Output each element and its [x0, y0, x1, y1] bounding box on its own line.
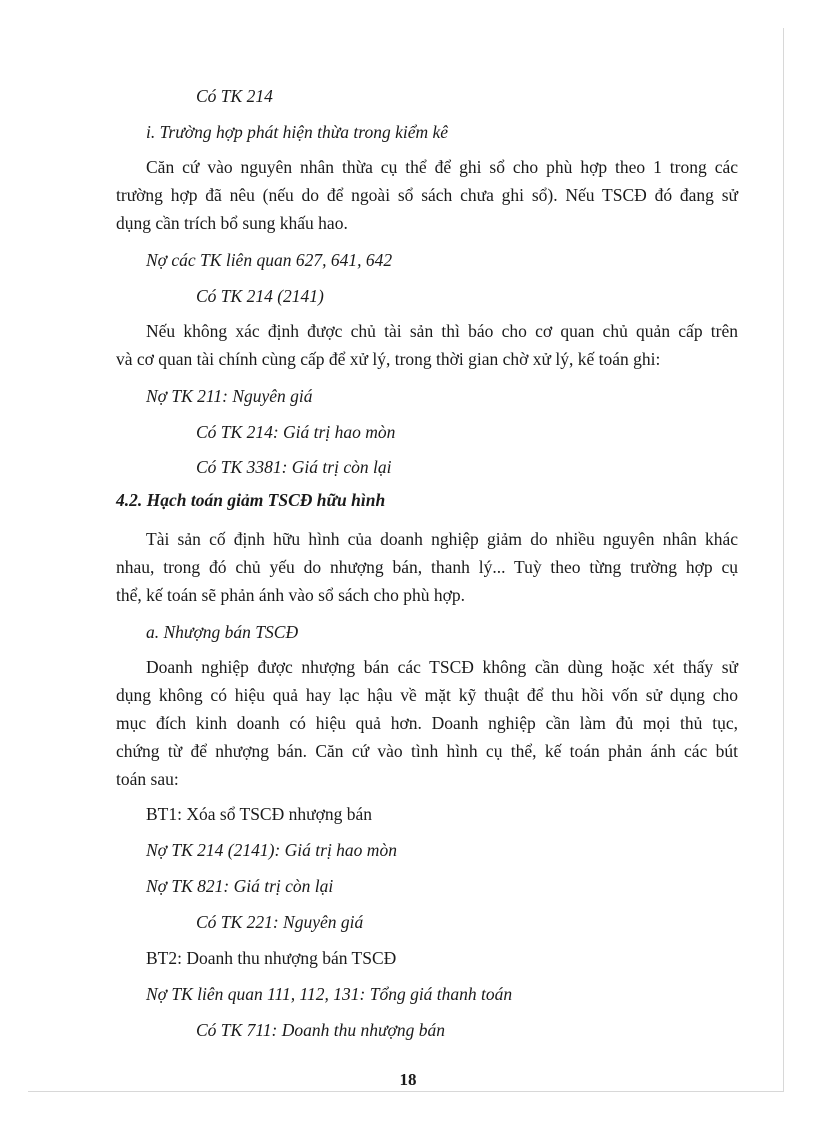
entry-credit: Có TK 214: Giá trị hao mòn — [196, 422, 396, 442]
entry-credit: Có TK 3381: Giá trị còn lại — [196, 457, 392, 477]
paragraph-line: dụng không có hiệu quả hay lạc hậu về mặt kỹ thuật để thu hồi vốn sử dụng cho — [116, 685, 738, 705]
entry-label-bt1: BT1: Xóa sổ TSCĐ nhượng bán — [146, 804, 372, 824]
page-number: 18 — [399, 1070, 417, 1089]
entry-debit: Nợ TK 821: Giá trị còn lại — [146, 876, 334, 896]
paragraph-line: nhau, trong đó chủ yếu do nhượng bán, thanh lý... Tuỳ theo từng trường hợp cụ — [116, 557, 738, 577]
entry-debit: Nợ các TK liên quan 627, 641, 642 — [146, 250, 393, 270]
subsection-title-a: a. Nhượng bán TSCĐ — [146, 622, 299, 642]
paragraph-line: trường hợp đã nêu (nếu do để ngoài sổ sách chưa ghi sổ). Nếu TSCĐ đó đang sử — [116, 185, 738, 205]
paragraph-line: thể, kế toán sẽ phản ánh vào sổ sách cho phù hợp. — [116, 585, 465, 605]
entry-debit: Nợ TK 211: Nguyên giá — [146, 386, 313, 406]
paragraph-line: Căn cứ vào nguyên nhân thừa cụ thể để ghi sổ cho phù hợp theo 1 trong các — [146, 157, 738, 177]
paragraph-line: Doanh nghiệp được nhượng bán các TSCĐ không cần dùng hoặc xét thấy sử — [146, 657, 738, 677]
entry-credit: Có TK 711: Doanh thu nhượng bán — [196, 1020, 445, 1040]
entry-credit-214: Có TK 214 — [196, 86, 273, 106]
paragraph-line: dụng cần trích bổ sung khấu hao. — [116, 213, 348, 233]
paragraph-line: Nếu không xác định được chủ tài sản thì báo cho cơ quan chủ quản cấp trên — [146, 321, 738, 341]
subsection-title-i: i. Trường hợp phát hiện thừa trong kiểm kê — [146, 122, 449, 142]
paragraph-line: mục đích kinh doanh có hiệu quả hơn. Doanh nghiệp cần làm đủ mọi thủ tục, — [116, 713, 738, 733]
section-heading: 4.2. Hạch toán giảm TSCĐ hữu hình — [116, 490, 386, 510]
entry-credit: Có TK 221: Nguyên giá — [196, 912, 364, 932]
paragraph-line: và cơ quan tài chính cùng cấp để xử lý, trong thời gian chờ xử lý, kế toán ghi: — [116, 349, 661, 369]
entry-debit: Nợ TK 214 (2141): Giá trị hao mòn — [146, 840, 397, 860]
entry-label-bt2: BT2: Doanh thu nhượng bán TSCĐ — [146, 948, 397, 968]
paragraph-line: chứng từ để nhượng bán. Căn cứ vào tình hình cụ thể, kế toán phản ánh các bút — [116, 741, 738, 761]
paragraph-line: Tài sản cố định hữu hình của doanh nghiệp giảm do nhiều nguyên nhân khác — [146, 529, 738, 549]
paragraph-line: toán sau: — [116, 769, 179, 789]
entry-credit: Có TK 214 (2141) — [196, 286, 324, 306]
entry-debit: Nợ TK liên quan 111, 112, 131: Tổng giá thanh toán — [146, 984, 513, 1004]
